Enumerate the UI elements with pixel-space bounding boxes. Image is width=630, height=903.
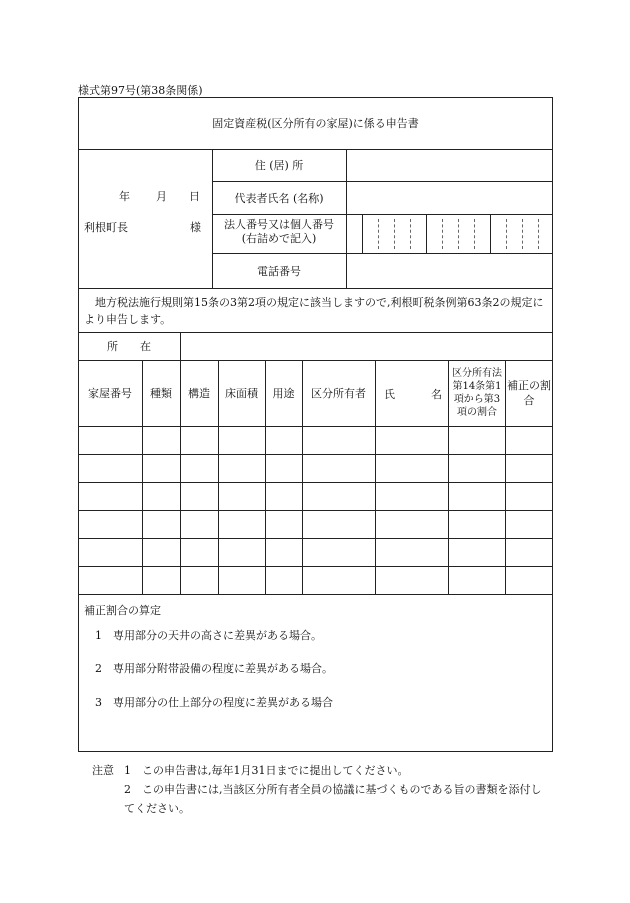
phone-field[interactable] — [347, 254, 552, 287]
divider — [78, 288, 553, 289]
correction-item-3: 3 専用部分の仕上部分の程度に差異がある場合 — [95, 696, 333, 709]
number-label — [212, 218, 346, 246]
number-field[interactable] — [347, 215, 552, 253]
name-field[interactable] — [347, 182, 552, 213]
location-label: 所 在 — [107, 340, 151, 353]
col-given-name: 名 — [431, 388, 442, 401]
correction-item-2: 2 専用部分附帯設備の程度に差異がある場合。 — [95, 662, 333, 675]
addressee-honorific: 様 — [190, 221, 201, 234]
col-owner: 区分所有者 — [311, 387, 366, 400]
note-2: 2 この申告書には,当該区分所有者全員の協議に基づくものである旨の書類を添付してください。 — [124, 783, 542, 815]
phone-label: 電話番号 — [257, 264, 301, 278]
notes-label: 注意 — [92, 764, 114, 777]
address-field[interactable] — [347, 150, 552, 180]
address-label: 住 (居) 所 — [254, 159, 304, 172]
name-label: 代表者氏名 (名称) — [234, 191, 324, 205]
note-1: 1 この申告書は,毎年1月31日までに提出してください。 — [124, 764, 409, 777]
addressee-name: 利根町長 — [84, 221, 128, 234]
col-house-number: 家屋番号 — [88, 387, 132, 400]
col-use: 用途 — [272, 387, 295, 400]
number-label-line2: (右詰めで記入) — [241, 232, 317, 245]
correction-heading: 補正割合の算定 — [84, 604, 161, 617]
table-body[interactable] — [79, 427, 552, 593]
col-floor-area: 床面積 — [225, 387, 258, 400]
date-month: 月 — [156, 190, 167, 203]
declaration-text: 地方税法施行規則第15条の3第2項の規定に該当しますので,利根町税条例第63条2の規定により申告します。 — [84, 296, 544, 326]
col-type: 種類 — [150, 387, 172, 400]
col-structure: 構造 — [188, 387, 210, 400]
form-number: 様式第97号(第38条関係) — [78, 84, 203, 97]
col-correction-ratio: 補正の割合 — [507, 379, 551, 407]
number-label-line1: 法人番号又は個人番号 — [224, 218, 334, 231]
date-year: 年 — [119, 190, 130, 203]
correction-item-1: 1 専用部分の天井の高さに差異がある場合。 — [95, 629, 322, 642]
form-title: 固定資産税(区分所有の家屋)に係る申告書 — [212, 117, 419, 130]
col-ratio: 区分所有法第14条第1項から第3項の割合 — [452, 368, 502, 418]
col-surname: 氏 — [384, 388, 395, 401]
date-day: 日 — [189, 190, 200, 203]
location-field[interactable] — [181, 333, 552, 359]
